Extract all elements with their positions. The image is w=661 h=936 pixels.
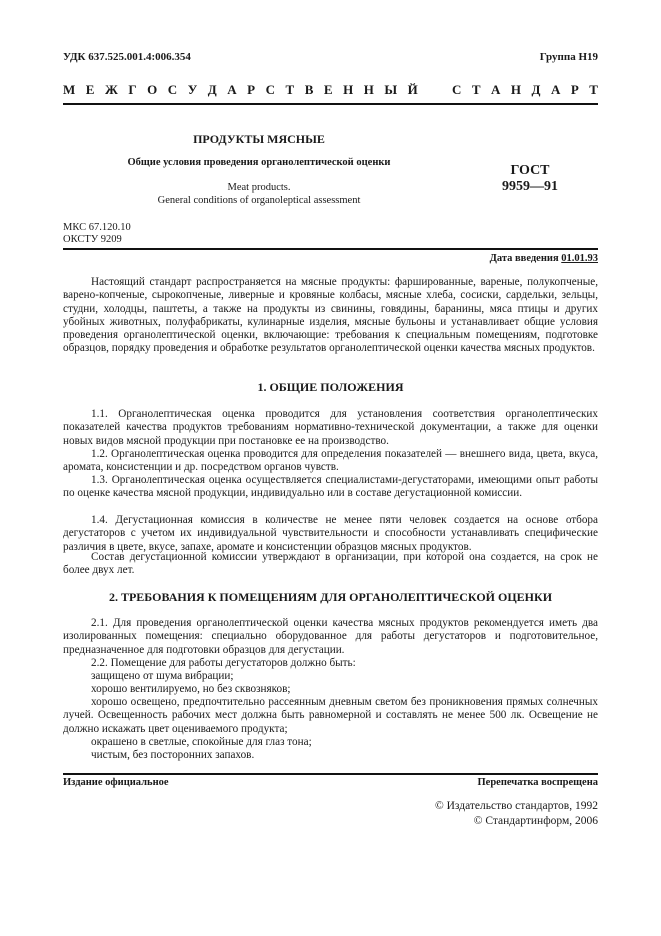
banner-letter: О	[147, 82, 158, 97]
banner-letter: Н	[363, 82, 374, 97]
reprint-prohibited: Перепечатка воспрещена	[477, 777, 598, 788]
banner-letter: А	[227, 82, 237, 97]
banner-letter: А	[491, 82, 501, 97]
clause-1-4: 1.4. Дегустационная комиссия в количестве не менее пяти человек создается на основе отбора дегустаторов с учетом их индивидуальной чувствительности и способности устанавливать специфические различия в цвете, вкусе, запахе, аромате и консистенции образцов мясных продуктов.	[63, 514, 598, 553]
header-rule	[63, 103, 598, 105]
interstate-letters-1	[63, 82, 418, 98]
section-2-heading: 2. ТРЕБОВАНИЯ К ПОМЕЩЕНИЯМ ДЛЯ ОРГАНОЛЕПТИЧЕСКОЙ ОЦЕНКИ	[108, 590, 553, 604]
banner-letter: С	[265, 82, 275, 97]
banner-letter: Н	[343, 82, 354, 97]
document-title: ПРОДУКТЫ МЯСНЫЕ	[193, 132, 325, 146]
classification-rule	[63, 248, 598, 250]
section-1-heading: 1. ОБЩИЕ ПОЛОЖЕНИЯ	[257, 380, 404, 394]
gost-number: 9959—91	[502, 179, 558, 194]
banner-letter: Й	[407, 82, 418, 97]
clause-2-1: 2.1. Для проведения органолептической оценки качества мясных продуктов рекомендуется иметь два изолированных помещения: специально оборудованное для работы дегустаторов и подготовительное, предназначенное для подготовки образцов для дегустации.	[63, 617, 598, 656]
official-edition: Издание официальное	[63, 777, 169, 788]
footer-rule	[63, 773, 598, 775]
effective-date	[490, 253, 598, 264]
banner-letter: Р	[247, 82, 256, 97]
english-subtitle: General conditions of organoleptical assessment	[157, 195, 361, 206]
copyright-standartinform: © Стандартинформ, 2006	[473, 815, 598, 827]
copyright-publisher: © Издательство стандартов, 1992	[434, 800, 598, 812]
banner-letter: В	[304, 82, 314, 97]
group-code: Группа Н19	[539, 51, 598, 63]
clause-1-1: 1.1. Органолептическая оценка проводится для установления соответствия органолептических показателей качества продуктов требованиям нормативно-технической документации, а также для оценки новых видов мясной продукции при постановке ее на производство.	[63, 408, 598, 447]
clause-1-2: 1.2. Органолептическая оценка проводится для определения показателей — внешнего вида, цвета, вкуса, аромата, консистенции и др. посредством органов чувств.	[63, 448, 598, 474]
banner-letter: Е	[323, 82, 333, 97]
effective-date-label: Дата введения	[489, 253, 559, 264]
banner-letter: Ж	[104, 82, 118, 97]
banner-letter: Т	[589, 82, 598, 97]
banner-letter: У	[187, 82, 198, 97]
clause-1-3: 1.3. Органолептическая оценка осуществляется специалистами-дегустаторами, имеющими опыт работы по оценке качества мясной продукции, индивидуально или в составе дегустационной комиссии.	[63, 474, 598, 500]
clause-2-2: 2.2. Помещение для работы дегустаторов должно быть:	[91, 657, 356, 669]
banner-letter: С	[167, 82, 178, 97]
banner-letter: Г	[128, 82, 137, 97]
banner-letter: Е	[85, 82, 95, 97]
banner-letter: Т	[471, 82, 481, 97]
banner-letter: Р	[570, 82, 579, 97]
document-subtitle: Общие условия проведения органолептической оценки	[127, 157, 391, 168]
interstate-letters-2	[452, 82, 598, 98]
list-item-lighting: хорошо освещено, предпочтительно рассеянным дневным светом без проникновения прямых солнечных лучей. Освещенность рабочих мест должна быть равномерной и составлять не менее 500 лк. Освещение не должно искажать цвет оцениваемого продукта;	[63, 696, 598, 735]
english-title: Meat products.	[227, 182, 291, 193]
okstu-code: ОКСТУ 9209	[63, 234, 122, 245]
gost-label: ГОСТ	[510, 163, 550, 178]
interstate-standard-banner	[63, 82, 598, 98]
banner-letter: Н	[510, 82, 522, 97]
banner-letter: Т	[285, 82, 295, 97]
mks-code: МКС 67.120.10	[63, 222, 131, 233]
banner-letter: Д	[207, 82, 217, 97]
clause-1-commission: Состав дегустационной комиссии утверждают в организации, при которой она создается, на срок не более двух лет.	[63, 551, 598, 577]
banner-letter: М	[63, 82, 76, 97]
list-item-color: окрашено в светлые, спокойные для глаз тона;	[91, 736, 312, 748]
list-item-clean: чистым, без посторонних запахов.	[91, 749, 255, 761]
banner-letter: А	[550, 82, 561, 97]
banner-letter: Ы	[384, 82, 398, 97]
list-item-noise: защищено от шума вибрации;	[91, 670, 234, 682]
intro-paragraph: Настоящий стандарт распространяется на мясные продукты: фаршированные, вареные, полукопченые, варено-копченые, сырокопченые, ливерные и кровяные колбасы, мясные хлеба, сосиски, сардельки, зельцы, студни, холодцы, паштеты, а также на продукты из свинины, говядины, баранины, мяса птицы и других убойных животных, полуфабрикаты, кулинарные изделия, мясные бульоны и устанавливает общие условия проведения органолептической оценки, включающие: требования к специальным помещениям, подготовке образцов, порядку проведения и обработке результатов органолептической оценки качества мясных продуктов.	[63, 276, 598, 355]
banner-letter: Д	[531, 82, 541, 97]
banner-letter: С	[452, 82, 462, 97]
list-item-ventilation: хорошо вентилируемо, но без сквозняков;	[91, 683, 291, 695]
effective-date-value: 01.01.93	[561, 253, 598, 264]
udk-code: УДК 637.525.001.4:006.354	[63, 51, 191, 63]
